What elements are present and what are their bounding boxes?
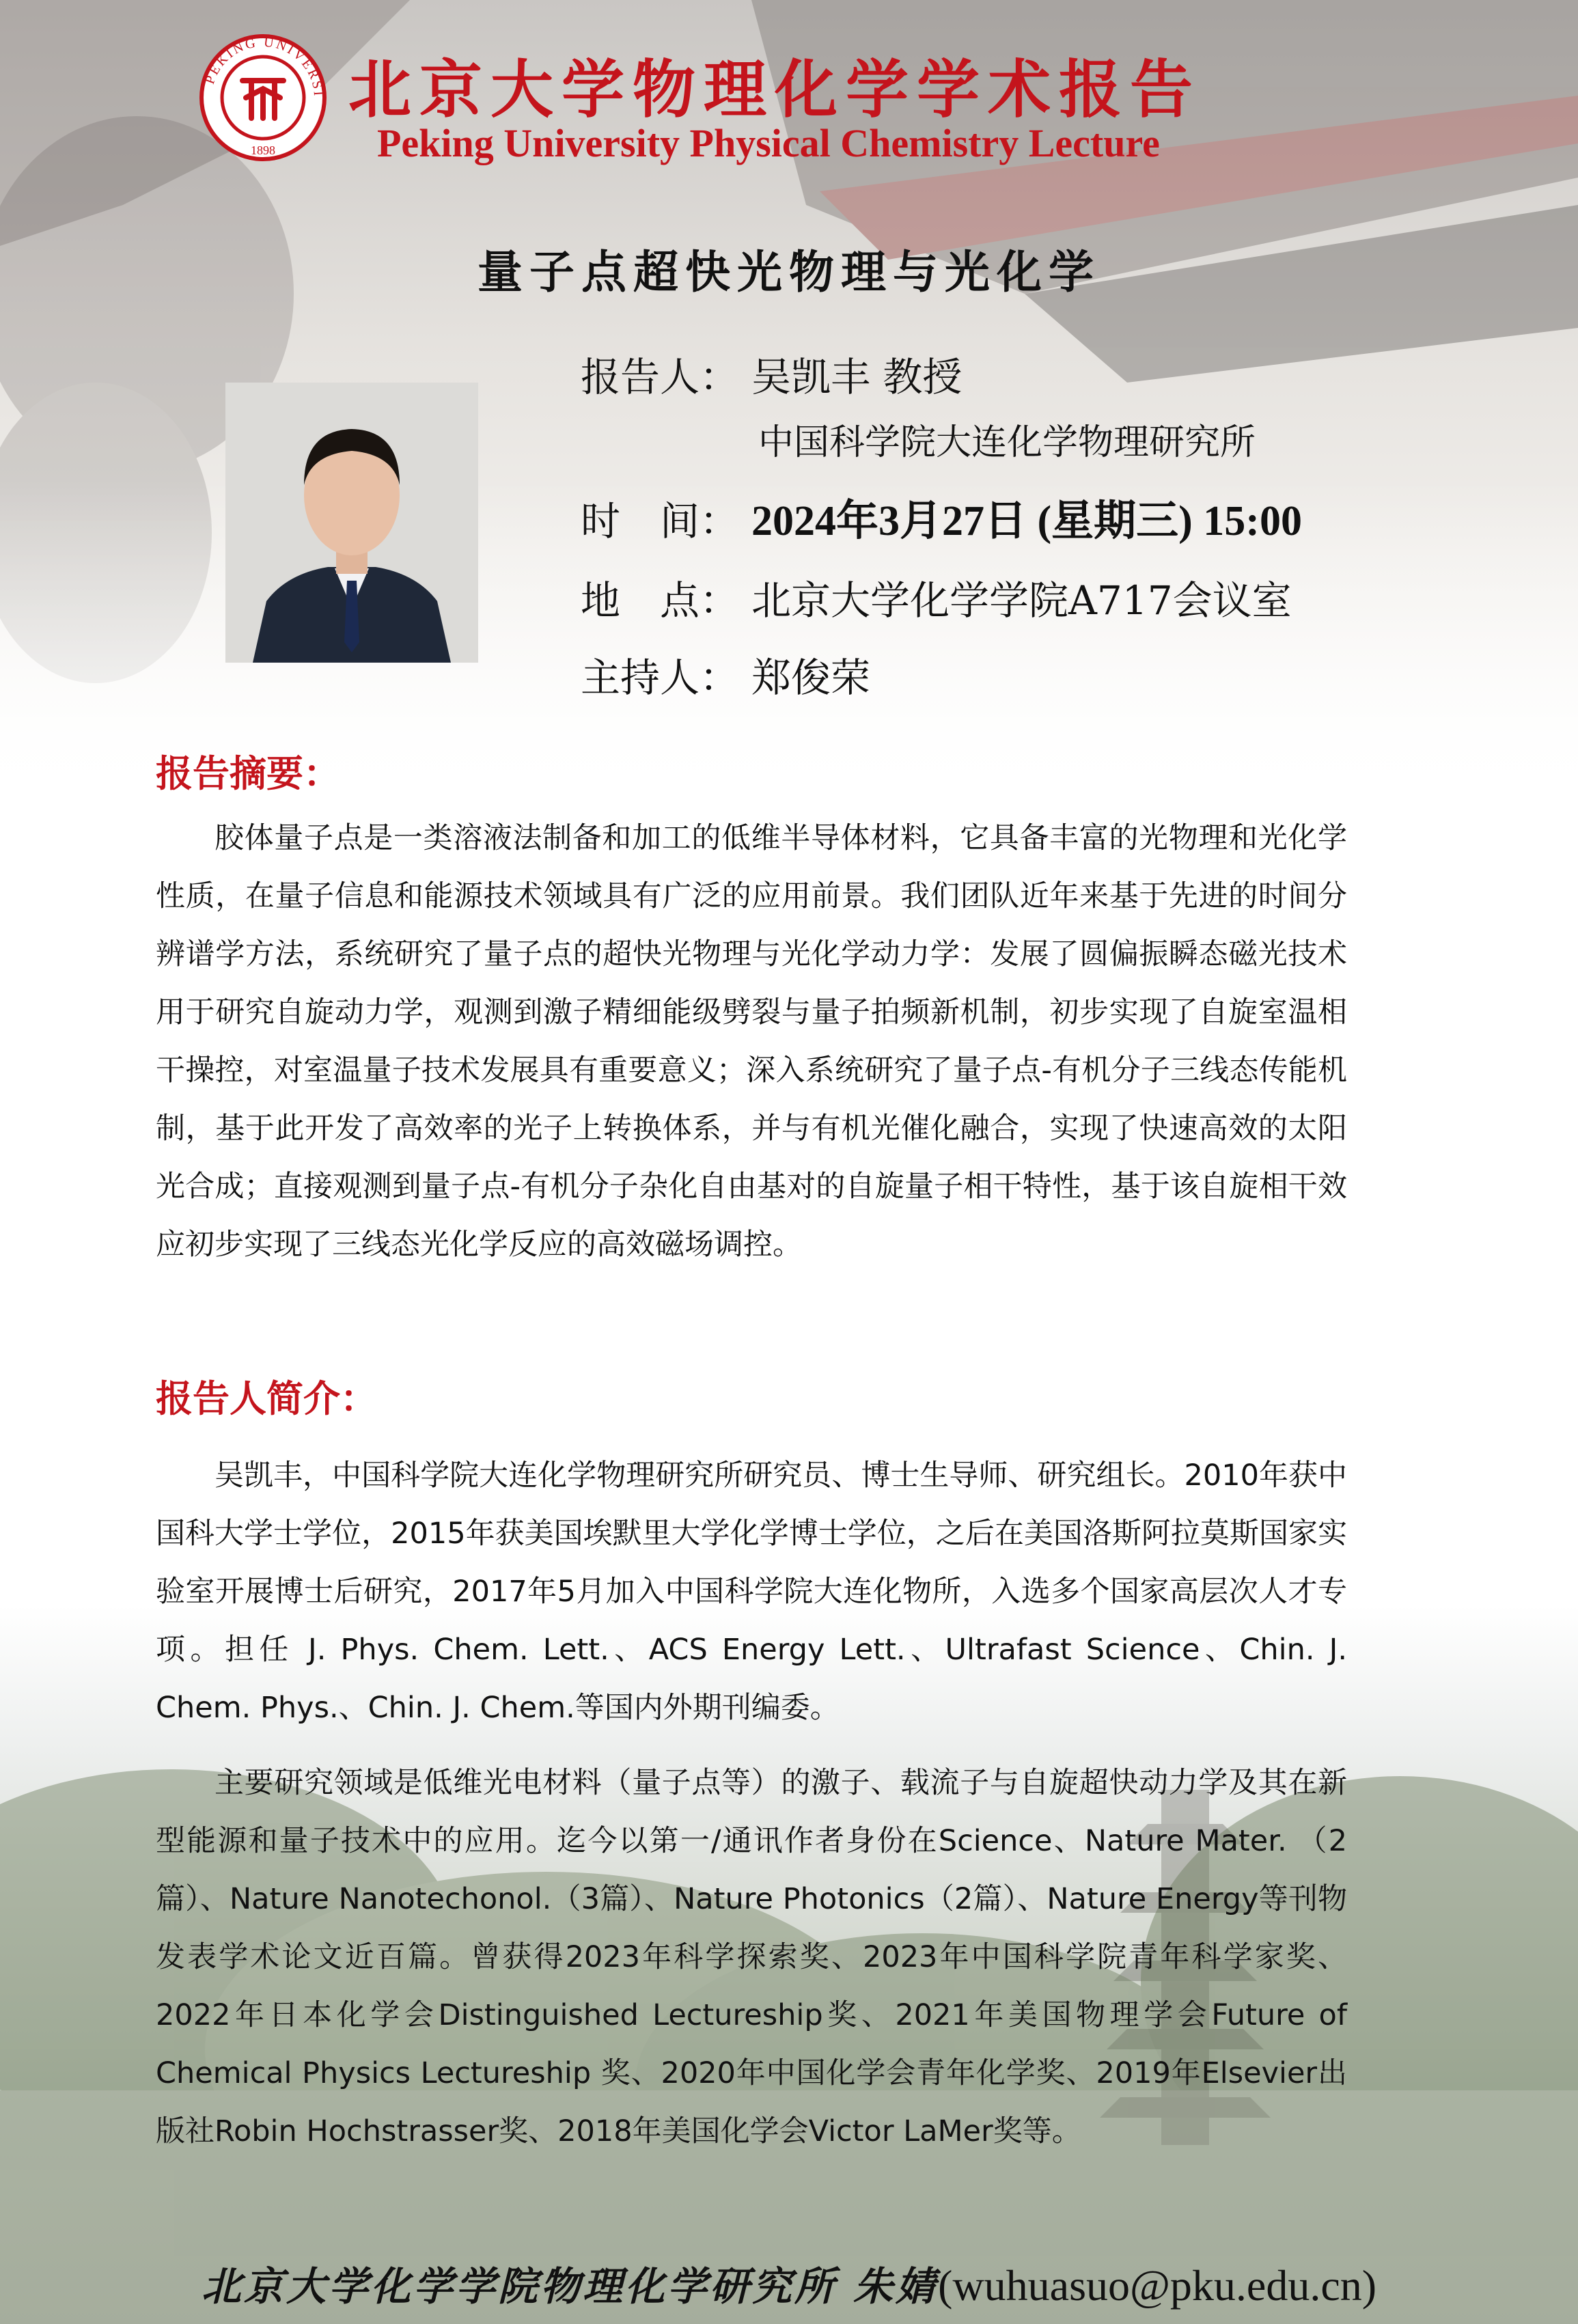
speaker-label: 报告人：: [581, 354, 740, 400]
footer-contact: [0, 2254, 1578, 2312]
bio-paragraph-1: 吴凯丰，中国科学院大连化学物理研究所研究员、博士生导师、研究组长。2010年获中国科大学士学位，2015年获美国埃默里大学化学博士学位，之后在美国洛斯阿拉莫斯国家实验室开展博士后研究，2017年5月加入中国科学院大连化物所，入选多个国家高层次人才专项。担任 J. Phys. Chem. Lett.、ACS Energy Lett.、Ultrafast Science、Chin. J. Chem. Phys.、Chin. J. Chem.等国内外期刊编委。: [156, 1458, 1347, 1725]
host-label: 主持人：: [581, 654, 740, 701]
peking-university-logo: [198, 33, 328, 163]
bio-heading: 报告人简介：: [156, 1377, 377, 1420]
speaker-row: [581, 345, 962, 402]
time-label: 时 间：: [581, 498, 740, 544]
logo-ring-text: PEKING UNIVERSI: [202, 34, 327, 98]
place-value: 北京大学化学学院A717会议室: [751, 577, 1292, 624]
abstract-heading: 报告摘要：: [156, 752, 340, 795]
lecture-series-title-en: Peking University Physical Chemistry Lecture: [377, 121, 1160, 165]
logo-year: 1898: [251, 143, 275, 157]
place-row: [581, 568, 1292, 626]
host-value: 郑俊荣: [751, 654, 871, 701]
lecture-series-title-cn: 北京大学物理化学学术报告: [348, 53, 1202, 126]
footer-email: (wuhuasuo@pku.edu.cn): [938, 2261, 1377, 2310]
talk-title: 量子点超快光物理与光化学: [477, 246, 1101, 299]
speaker-name: 吴凯丰 教授: [751, 354, 963, 400]
place-label: 地 点：: [581, 577, 740, 624]
footer-org-contact: 北京大学化学学院物理化学研究所 朱婧: [201, 2263, 939, 2310]
host-row: [581, 646, 870, 703]
speaker-photo: [225, 383, 478, 663]
bio-paragraph-2: 主要研究领域是低维光电材料（量子点等）的激子、载流子与自旋超快动力学及其在新型能源和量子技术中的应用。迄今以第一/通讯作者身份在Science、Nature Mater. （2篇）、Nature Nanotechonol.（3篇）、Nature Photonics（2篇）、Nature Energy等刊物发表学术论文近百篇。曾获得2023年科学探索奖、2023年中国科学院青年科学家奖、2022年日本化学会Distinguished Lectureship奖、2021年美国物理学会Future of Chemical Physics Lectureship 奖、2020年中国化学会青年化学奖、2019年Elsevier出版社Robin Hochstrasser奖、2018年美国化学会Victor LaMer奖等。: [156, 1766, 1347, 2148]
abstract-text: 胶体量子点是一类溶液法制备和加工的低维半导体材料，它具备丰富的光物理和光化学性质，在量子信息和能源技术领域具有广泛的应用前景。我们团队近年来基于先进的时间分辨谱学方法，系统研究了量子点的超快光物理与光化学动力学：发展了圆偏振瞬态磁光技术用于研究自旋动力学，观测到激子精细能级劈裂与量子拍频新机制，初步实现了自旋室温相干操控，对室温量子技术发展具有重要意义；深入系统研究了量子点-有机分子三线态传能机制，基于此开发了高效率的光子上转换体系，并与有机光催化融合，实现了快速高效的太阳光合成；直接观测到量子点-有机分子杂化自由基对的自旋量子相干特性，基于该自旋相干效应初步实现了三线态光化学反应的高效磁场调控。: [156, 821, 1347, 1262]
time-row: [581, 486, 1302, 547]
time-value: 2024年3月27日 (星期三) 15:00: [751, 498, 1302, 544]
speaker-affiliation: 中国科学院大连化学物理研究所: [758, 422, 1256, 463]
